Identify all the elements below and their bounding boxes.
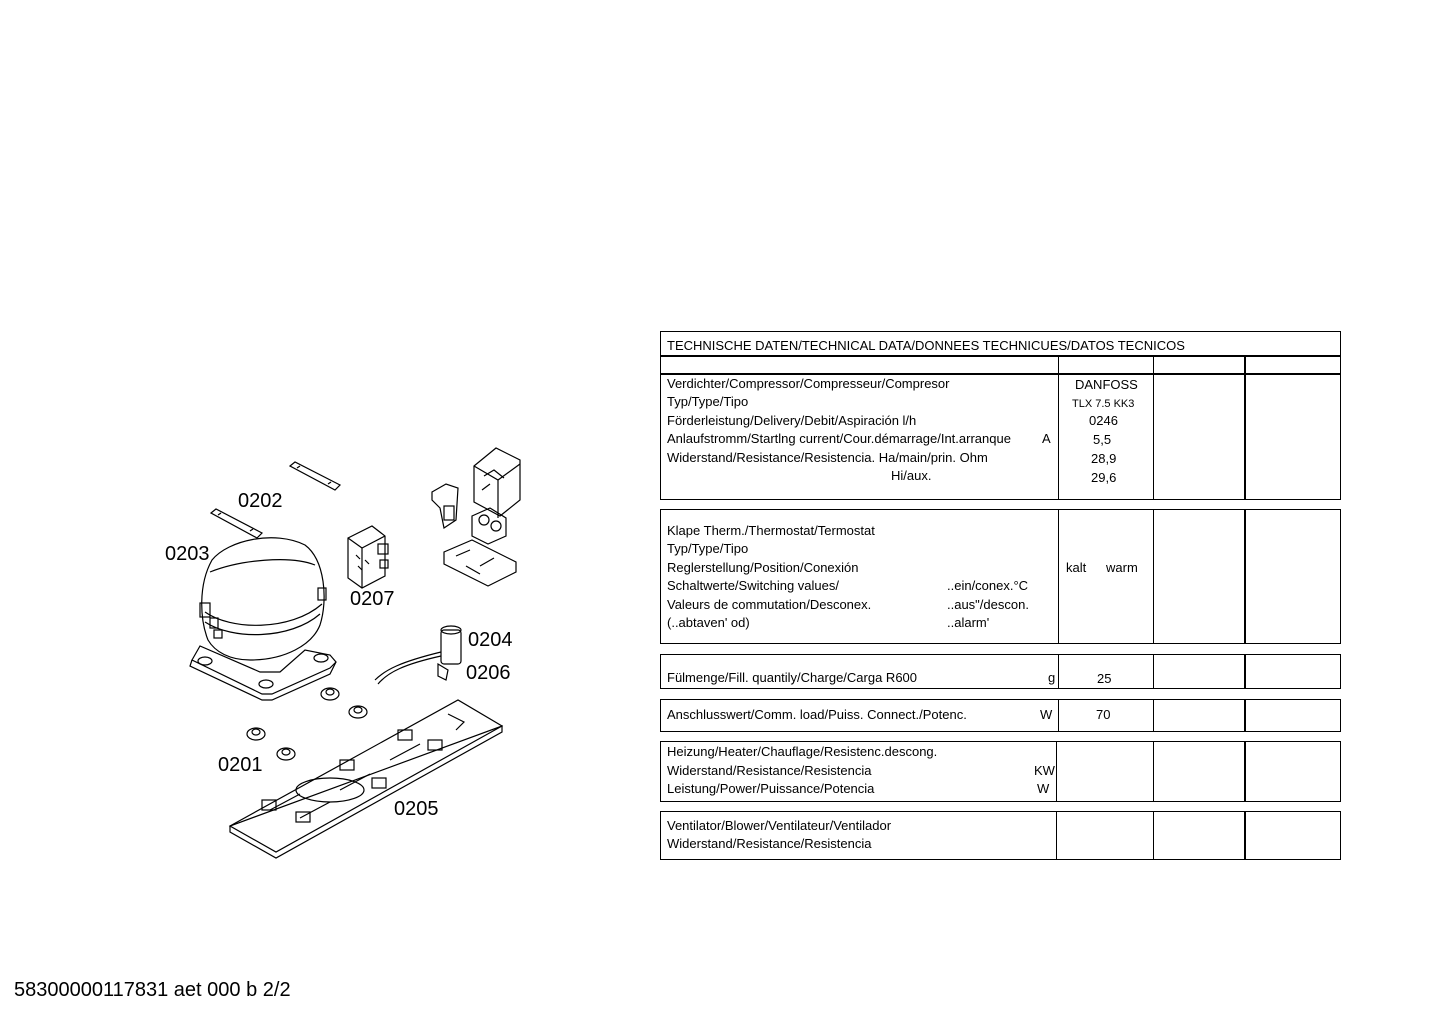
compressor-resistance-aux-value: 29,6 <box>1091 470 1117 485</box>
compressor-type-value: TLX 7.5 KK3 <box>1072 398 1135 410</box>
compressor-label: Verdichter/Compressor/Compresseur/Compresor <box>667 376 950 391</box>
compressor-value: DANFOSS <box>1075 377 1138 392</box>
thermostat-sub-on: ..ein/conex.°C <box>947 578 1029 593</box>
compressor-type-label: Typ/Type/Tipo <box>667 394 749 409</box>
thermostat-warm-value: warm <box>1106 560 1138 575</box>
compressor-section <box>660 374 1341 500</box>
thermostat-defrost-label: (..abtaven' od) <box>667 615 750 630</box>
tech-table-title: TECHNISCHE DATEN/TECHNICAL DATA/DONNEES TECHNICUES/DATOS TECNICOS <box>667 338 1185 353</box>
callout-0201: 0201 <box>218 754 263 776</box>
document-footer-id: 58300000117831 aet 000 b 2/2 <box>14 979 291 1001</box>
connected-load-section <box>660 699 1341 732</box>
compressor-delivery-value: 0246 <box>1089 413 1118 428</box>
callout-0204: 0204 <box>468 629 513 651</box>
fan-label: Ventilator/Blower/Ventilateur/Ventilador <box>667 818 892 833</box>
callout-0207: 0207 <box>350 588 395 610</box>
part-0206-clip <box>438 664 448 680</box>
connected-load-unit: W <box>1040 707 1053 722</box>
connected-load-value: 70 <box>1096 707 1111 722</box>
thermostat-section <box>660 509 1341 644</box>
thermostat-sub-alarm: ..alarm' <box>947 615 990 630</box>
compressor-resistance-label: Widerstand/Resistance/Resistencia. Ha/main/prin. Ohm <box>667 450 988 465</box>
fan-resistance-label: Widerstand/Resistance/Resistencia <box>667 836 872 851</box>
fan-section <box>660 811 1341 860</box>
heater-power-unit: W <box>1037 781 1050 796</box>
thermostat-switching-label: Schaltwerte/Switching values/ <box>667 578 839 593</box>
tech-table-column-strip <box>660 356 1341 374</box>
heater-resistance-unit: KW <box>1034 763 1055 778</box>
connected-load-label: Anschlusswert/Comm. load/Puiss. Connect./Potenc. <box>667 707 967 722</box>
part-0204-capacitor <box>375 626 461 684</box>
compressor-current-label: Anlaufstromm/Startlng current/Cour.démarrage/Int.arranque <box>667 431 1011 446</box>
callout-0206: 0206 <box>466 662 511 684</box>
fill-quantity-value: 25 <box>1097 671 1112 686</box>
callout-0203: 0203 <box>165 543 210 565</box>
compressor-delivery-label: Förderleistung/Delivery/Debit/Aspiración l/h <box>667 413 917 428</box>
thermostat-sub-off: ..aus"/descon. <box>947 597 1029 612</box>
fill-quantity-label: Fülmenge/Fill. quantily/Charge/Carga R600 <box>667 670 918 685</box>
part-0201-grommets <box>247 688 367 760</box>
thermostat-label: Klape Therm./Thermostat/Termostat <box>667 523 875 538</box>
compressor-resistance-main-value: 28,9 <box>1091 451 1117 466</box>
part-0205-base-plate <box>230 700 502 858</box>
compressor-current-unit: A <box>1042 431 1051 446</box>
callout-0202: 0202 <box>238 490 283 512</box>
heater-section <box>660 741 1341 802</box>
tech-table-header <box>660 331 1341 356</box>
fill-quantity-unit: g <box>1048 670 1056 685</box>
thermostat-position-label: Reglerstellung/Position/Conexión <box>667 560 859 575</box>
callout-0205: 0205 <box>394 798 439 820</box>
part-0207-starter-relay <box>348 526 388 588</box>
compressor-current-value: 5,5 <box>1093 432 1112 447</box>
heater-label: Heizung/Heater/Chauflage/Resistenc.descong. <box>667 744 938 759</box>
parts-diagram <box>0 0 640 900</box>
part-protector-bracket <box>432 448 520 586</box>
thermostat-type-label: Typ/Type/Tipo <box>667 541 749 556</box>
heater-resistance-label: Widerstand/Resistance/Resistencia <box>667 763 872 778</box>
thermostat-kalt-value: kalt <box>1066 560 1087 575</box>
fill-quantity-section <box>660 654 1341 689</box>
heater-power-label: Leistung/Power/Puissance/Potencia <box>667 781 875 796</box>
part-0203-compressor <box>190 538 336 700</box>
compressor-aux-label: Hi/aux. <box>891 468 932 483</box>
part-0202-strip-upper <box>290 462 340 490</box>
thermostat-commutation-label: Valeurs de commutation/Desconex. <box>667 597 872 612</box>
part-0202-strip-lower <box>211 509 262 538</box>
